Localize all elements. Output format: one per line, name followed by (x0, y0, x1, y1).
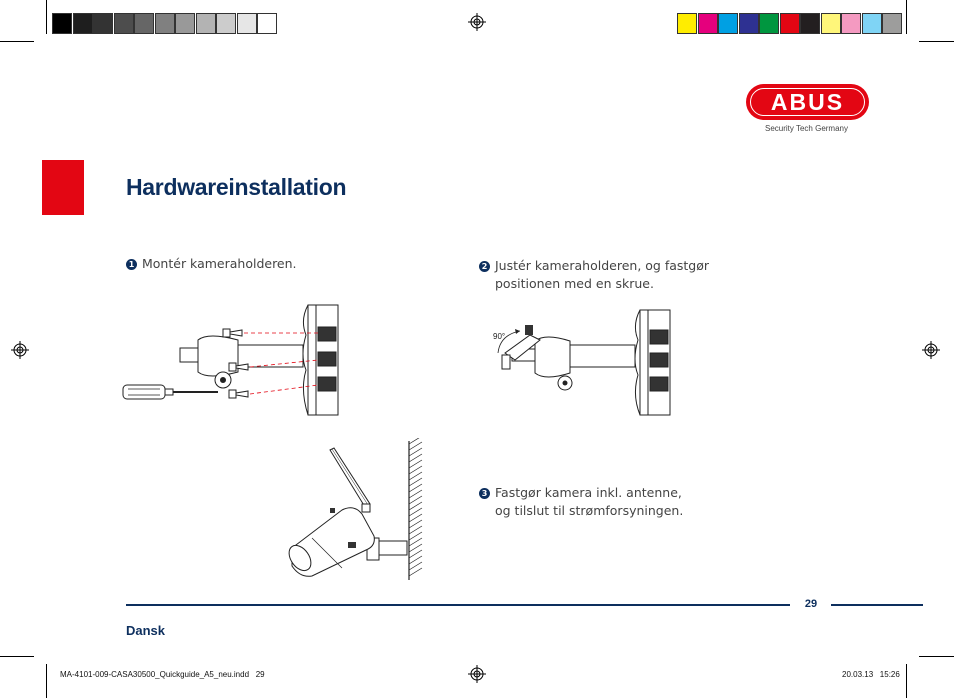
slug-file-info: MA-4101-009-CASA30500_Quickguide_A5_neu.indd 29 (60, 670, 265, 679)
chapter-tab (42, 160, 84, 215)
registration-mark-left-icon (11, 341, 29, 359)
logo-tagline: Security Tech Germany (765, 124, 848, 133)
color-bar-swatch (800, 13, 820, 34)
grey-bar-swatch (52, 13, 72, 34)
color-bar-swatch (739, 13, 759, 34)
step-2-number: 2 (479, 261, 490, 272)
footer-rule-right (831, 604, 923, 606)
grey-bar-swatch (196, 13, 216, 34)
color-bar-swatch (759, 13, 779, 34)
logo-brand: ABUS (770, 89, 845, 115)
step-1 (126, 255, 297, 273)
color-bar-swatch (841, 13, 861, 34)
step-3 (479, 484, 683, 520)
abus-logo (746, 84, 870, 136)
step-3-text-line1: Fastgør kamera inkl. antenne, (495, 485, 682, 500)
grey-bar-swatch (73, 13, 93, 34)
grey-bar-swatch (175, 13, 195, 34)
grey-bar-swatch (257, 13, 277, 34)
step-2-text-line1: Justér kameraholderen, og fastgør (495, 258, 710, 273)
color-bar-swatch (698, 13, 718, 34)
page-title: Hardwareinstallation (126, 174, 347, 200)
page-number: 29 (804, 598, 818, 610)
logo-badge (746, 84, 869, 120)
figure-camera-antenna-illustration (282, 438, 442, 583)
slug-date: 20.03.13 15:26 (842, 670, 900, 679)
grey-bar-swatch (237, 13, 257, 34)
step-3-text-line2: og tilslut til strømforsyningen. (495, 503, 684, 518)
color-bar-swatch (862, 13, 882, 34)
grey-bar-swatch (114, 13, 134, 34)
figure-mount-bracket-illustration (118, 300, 348, 420)
grey-bar-swatch (93, 13, 113, 34)
registration-mark-top-icon (468, 13, 486, 31)
figure2-angle-label: 90° (493, 332, 506, 341)
step-2 (479, 257, 709, 293)
figure-adjust-bracket-illustration (490, 305, 680, 420)
grey-bar-swatch (134, 13, 154, 34)
registration-mark-right-icon (922, 341, 940, 359)
step-3-number: 3 (479, 488, 490, 499)
color-bar-swatch (882, 13, 902, 34)
step-1-number: 1 (126, 259, 137, 270)
color-bar-swatch (677, 13, 697, 34)
footer-language: Dansk (126, 623, 166, 638)
grey-bar-swatch (155, 13, 175, 34)
registration-mark-bottom-icon (468, 665, 486, 683)
step-2-text-line2: positionen med en skrue. (495, 276, 654, 291)
grey-bar-swatch (216, 13, 236, 34)
color-bar-swatch (821, 13, 841, 34)
color-bar-swatch (780, 13, 800, 34)
color-bar-swatch (718, 13, 738, 34)
footer-rule-left (126, 604, 790, 606)
step-1-text: Montér kameraholderen. (142, 256, 297, 271)
